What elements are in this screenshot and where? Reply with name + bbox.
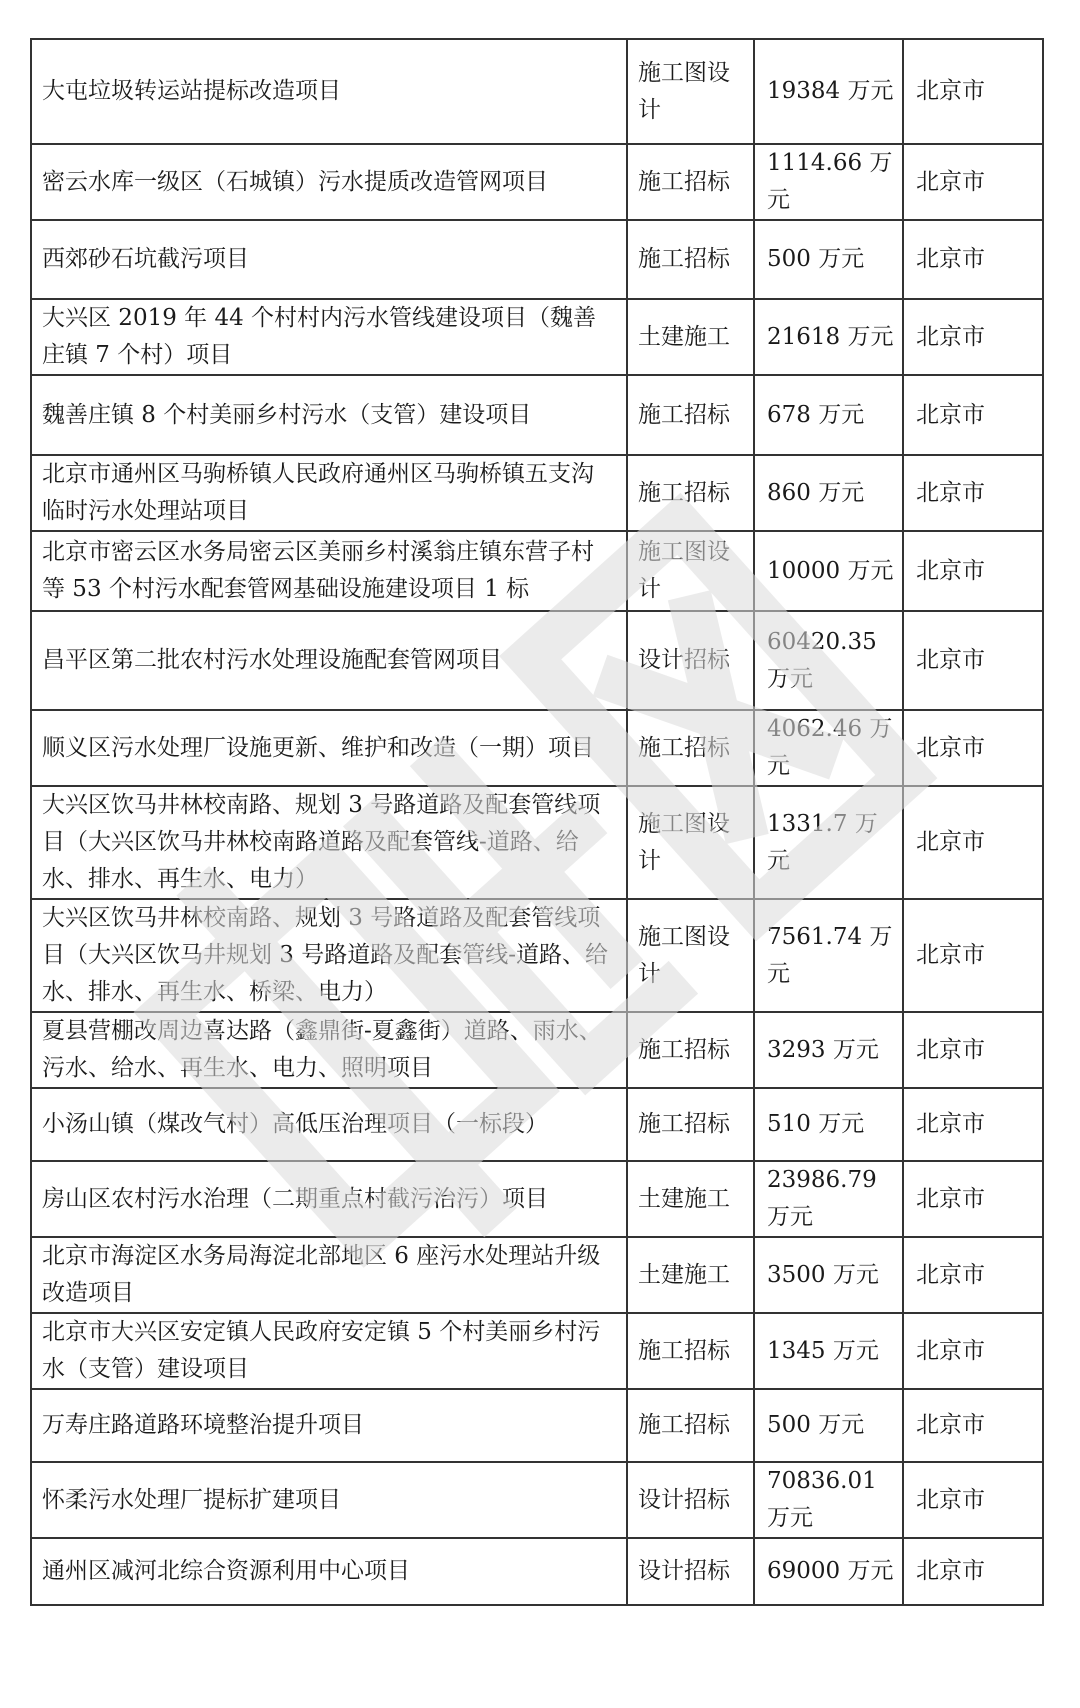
project-amount-cell: 3293 万元 xyxy=(754,1012,903,1088)
table-row xyxy=(31,144,1043,220)
project-name-cell: 密云水库一级区（石城镇）污水提质改造管网项目 xyxy=(31,144,627,220)
table-row xyxy=(31,1012,1043,1088)
project-amount-cell: 10000 万元 xyxy=(754,531,903,611)
project-amount-cell: 3500 万元 xyxy=(754,1237,903,1313)
project-stage-cell: 施工招标 xyxy=(627,710,754,786)
project-name-cell: 大兴区 2019 年 44 个村村内污水管线建设项目（魏善庄镇 7 个村）项目 xyxy=(31,299,627,375)
project-city-cell: 北京市 xyxy=(903,1088,1043,1161)
table-row xyxy=(31,39,1043,144)
project-city-cell: 北京市 xyxy=(903,144,1043,220)
project-name-cell: 北京市大兴区安定镇人民政府安定镇 5 个村美丽乡村污水（支管）建设项目 xyxy=(31,1313,627,1389)
project-amount-cell: 510 万元 xyxy=(754,1088,903,1161)
project-name-cell: 魏善庄镇 8 个村美丽乡村污水（支管）建设项目 xyxy=(31,375,627,455)
project-city-cell: 北京市 xyxy=(903,611,1043,710)
project-name-cell: 万寿庄路道路环境整治提升项目 xyxy=(31,1389,627,1462)
project-name-cell: 西郊砂石坑截污项目 xyxy=(31,220,627,299)
project-stage-cell: 施工图设计 xyxy=(627,39,754,144)
project-name-cell: 顺义区污水处理厂设施更新、维护和改造（一期）项目 xyxy=(31,710,627,786)
project-city-cell: 北京市 xyxy=(903,375,1043,455)
project-city-cell: 北京市 xyxy=(903,1237,1043,1313)
project-amount-cell: 678 万元 xyxy=(754,375,903,455)
project-amount-cell: 860 万元 xyxy=(754,455,903,531)
project-amount-cell: 1345 万元 xyxy=(754,1313,903,1389)
table-row xyxy=(31,1313,1043,1389)
project-city-cell: 北京市 xyxy=(903,710,1043,786)
project-city-cell: 北京市 xyxy=(903,299,1043,375)
table-row xyxy=(31,1161,1043,1237)
project-name-cell: 昌平区第二批农村污水处理设施配套管网项目 xyxy=(31,611,627,710)
project-city-cell: 北京市 xyxy=(903,39,1043,144)
project-amount-cell: 19384 万元 xyxy=(754,39,903,144)
project-stage-cell: 施工图设计 xyxy=(627,531,754,611)
project-name-cell: 大兴区饮马井林校南路、规划 3 号路道路及配套管线项目（大兴区饮马井林校南路道路及配套管线-道路、给水、排水、再生水、电力） xyxy=(31,786,627,899)
project-stage-cell: 土建施工 xyxy=(627,1237,754,1313)
project-amount-cell: 23986.79 万元 xyxy=(754,1161,903,1237)
project-stage-cell: 施工招标 xyxy=(627,1313,754,1389)
project-table-body xyxy=(31,39,1043,1605)
project-name-cell: 北京市海淀区水务局海淀北部地区 6 座污水处理站升级改造项目 xyxy=(31,1237,627,1313)
project-amount-cell: 21618 万元 xyxy=(754,299,903,375)
project-city-cell: 北京市 xyxy=(903,531,1043,611)
project-amount-cell: 1331.7 万元 xyxy=(754,786,903,899)
project-name-cell: 怀柔污水处理厂提标扩建项目 xyxy=(31,1462,627,1538)
project-amount-cell: 69000 万元 xyxy=(754,1538,903,1605)
table-row xyxy=(31,220,1043,299)
project-stage-cell: 施工招标 xyxy=(627,1012,754,1088)
project-amount-cell: 60420.35 万元 xyxy=(754,611,903,710)
project-city-cell: 北京市 xyxy=(903,1161,1043,1237)
project-name-cell: 夏县营棚改周边喜达路（鑫鼎街-夏鑫街）道路、雨水、污水、给水、再生水、电力、照明项目 xyxy=(31,1012,627,1088)
table-row xyxy=(31,1237,1043,1313)
project-stage-cell: 土建施工 xyxy=(627,299,754,375)
project-stage-cell: 施工招标 xyxy=(627,1389,754,1462)
project-amount-cell: 7561.74 万元 xyxy=(754,899,903,1012)
project-amount-cell: 500 万元 xyxy=(754,220,903,299)
project-stage-cell: 设计招标 xyxy=(627,611,754,710)
table-row xyxy=(31,1389,1043,1462)
table-row xyxy=(31,455,1043,531)
project-city-cell: 北京市 xyxy=(903,220,1043,299)
project-city-cell: 北京市 xyxy=(903,786,1043,899)
project-amount-cell: 1114.66 万元 xyxy=(754,144,903,220)
project-city-cell: 北京市 xyxy=(903,1462,1043,1538)
project-table xyxy=(30,38,1044,1606)
table-row xyxy=(31,786,1043,899)
table-row xyxy=(31,1462,1043,1538)
project-stage-cell: 施工招标 xyxy=(627,455,754,531)
project-city-cell: 北京市 xyxy=(903,455,1043,531)
project-stage-cell: 施工招标 xyxy=(627,220,754,299)
project-city-cell: 北京市 xyxy=(903,1313,1043,1389)
project-name-cell: 小汤山镇（煤改气村）高低压治理项目（一标段） xyxy=(31,1088,627,1161)
project-name-cell: 房山区农村污水治理（二期重点村截污治污）项目 xyxy=(31,1161,627,1237)
table-row xyxy=(31,1538,1043,1605)
table-row xyxy=(31,375,1043,455)
table-row xyxy=(31,1088,1043,1161)
project-stage-cell: 施工招标 xyxy=(627,144,754,220)
project-city-cell: 北京市 xyxy=(903,1389,1043,1462)
project-city-cell: 北京市 xyxy=(903,899,1043,1012)
project-stage-cell: 设计招标 xyxy=(627,1462,754,1538)
project-stage-cell: 土建施工 xyxy=(627,1161,754,1237)
table-row xyxy=(31,611,1043,710)
table-row xyxy=(31,299,1043,375)
project-name-cell: 北京市通州区马驹桥镇人民政府通州区马驹桥镇五支沟临时污水处理站项目 xyxy=(31,455,627,531)
project-stage-cell: 施工图设计 xyxy=(627,899,754,1012)
project-city-cell: 北京市 xyxy=(903,1012,1043,1088)
project-stage-cell: 施工招标 xyxy=(627,375,754,455)
table-row xyxy=(31,531,1043,611)
project-name-cell: 北京市密云区水务局密云区美丽乡村溪翁庄镇东营子村等 53 个村污水配套管网基础设施建设项目 1 标 xyxy=(31,531,627,611)
project-stage-cell: 设计招标 xyxy=(627,1538,754,1605)
project-city-cell: 北京市 xyxy=(903,1538,1043,1605)
project-amount-cell: 70836.01 万元 xyxy=(754,1462,903,1538)
project-table-container xyxy=(30,38,1042,1606)
project-amount-cell: 4062.46 万元 xyxy=(754,710,903,786)
table-row xyxy=(31,710,1043,786)
project-name-cell: 通州区减河北综合资源利用中心项目 xyxy=(31,1538,627,1605)
project-name-cell: 大屯垃圾转运站提标改造项目 xyxy=(31,39,627,144)
project-stage-cell: 施工招标 xyxy=(627,1088,754,1161)
project-amount-cell: 500 万元 xyxy=(754,1389,903,1462)
project-name-cell: 大兴区饮马井林校南路、规划 3 号路道路及配套管线项目（大兴区饮马井规划 3 号路道路及配套管线-道路、给水、排水、再生水、桥梁、电力） xyxy=(31,899,627,1012)
project-stage-cell: 施工图设计 xyxy=(627,786,754,899)
table-row xyxy=(31,899,1043,1012)
